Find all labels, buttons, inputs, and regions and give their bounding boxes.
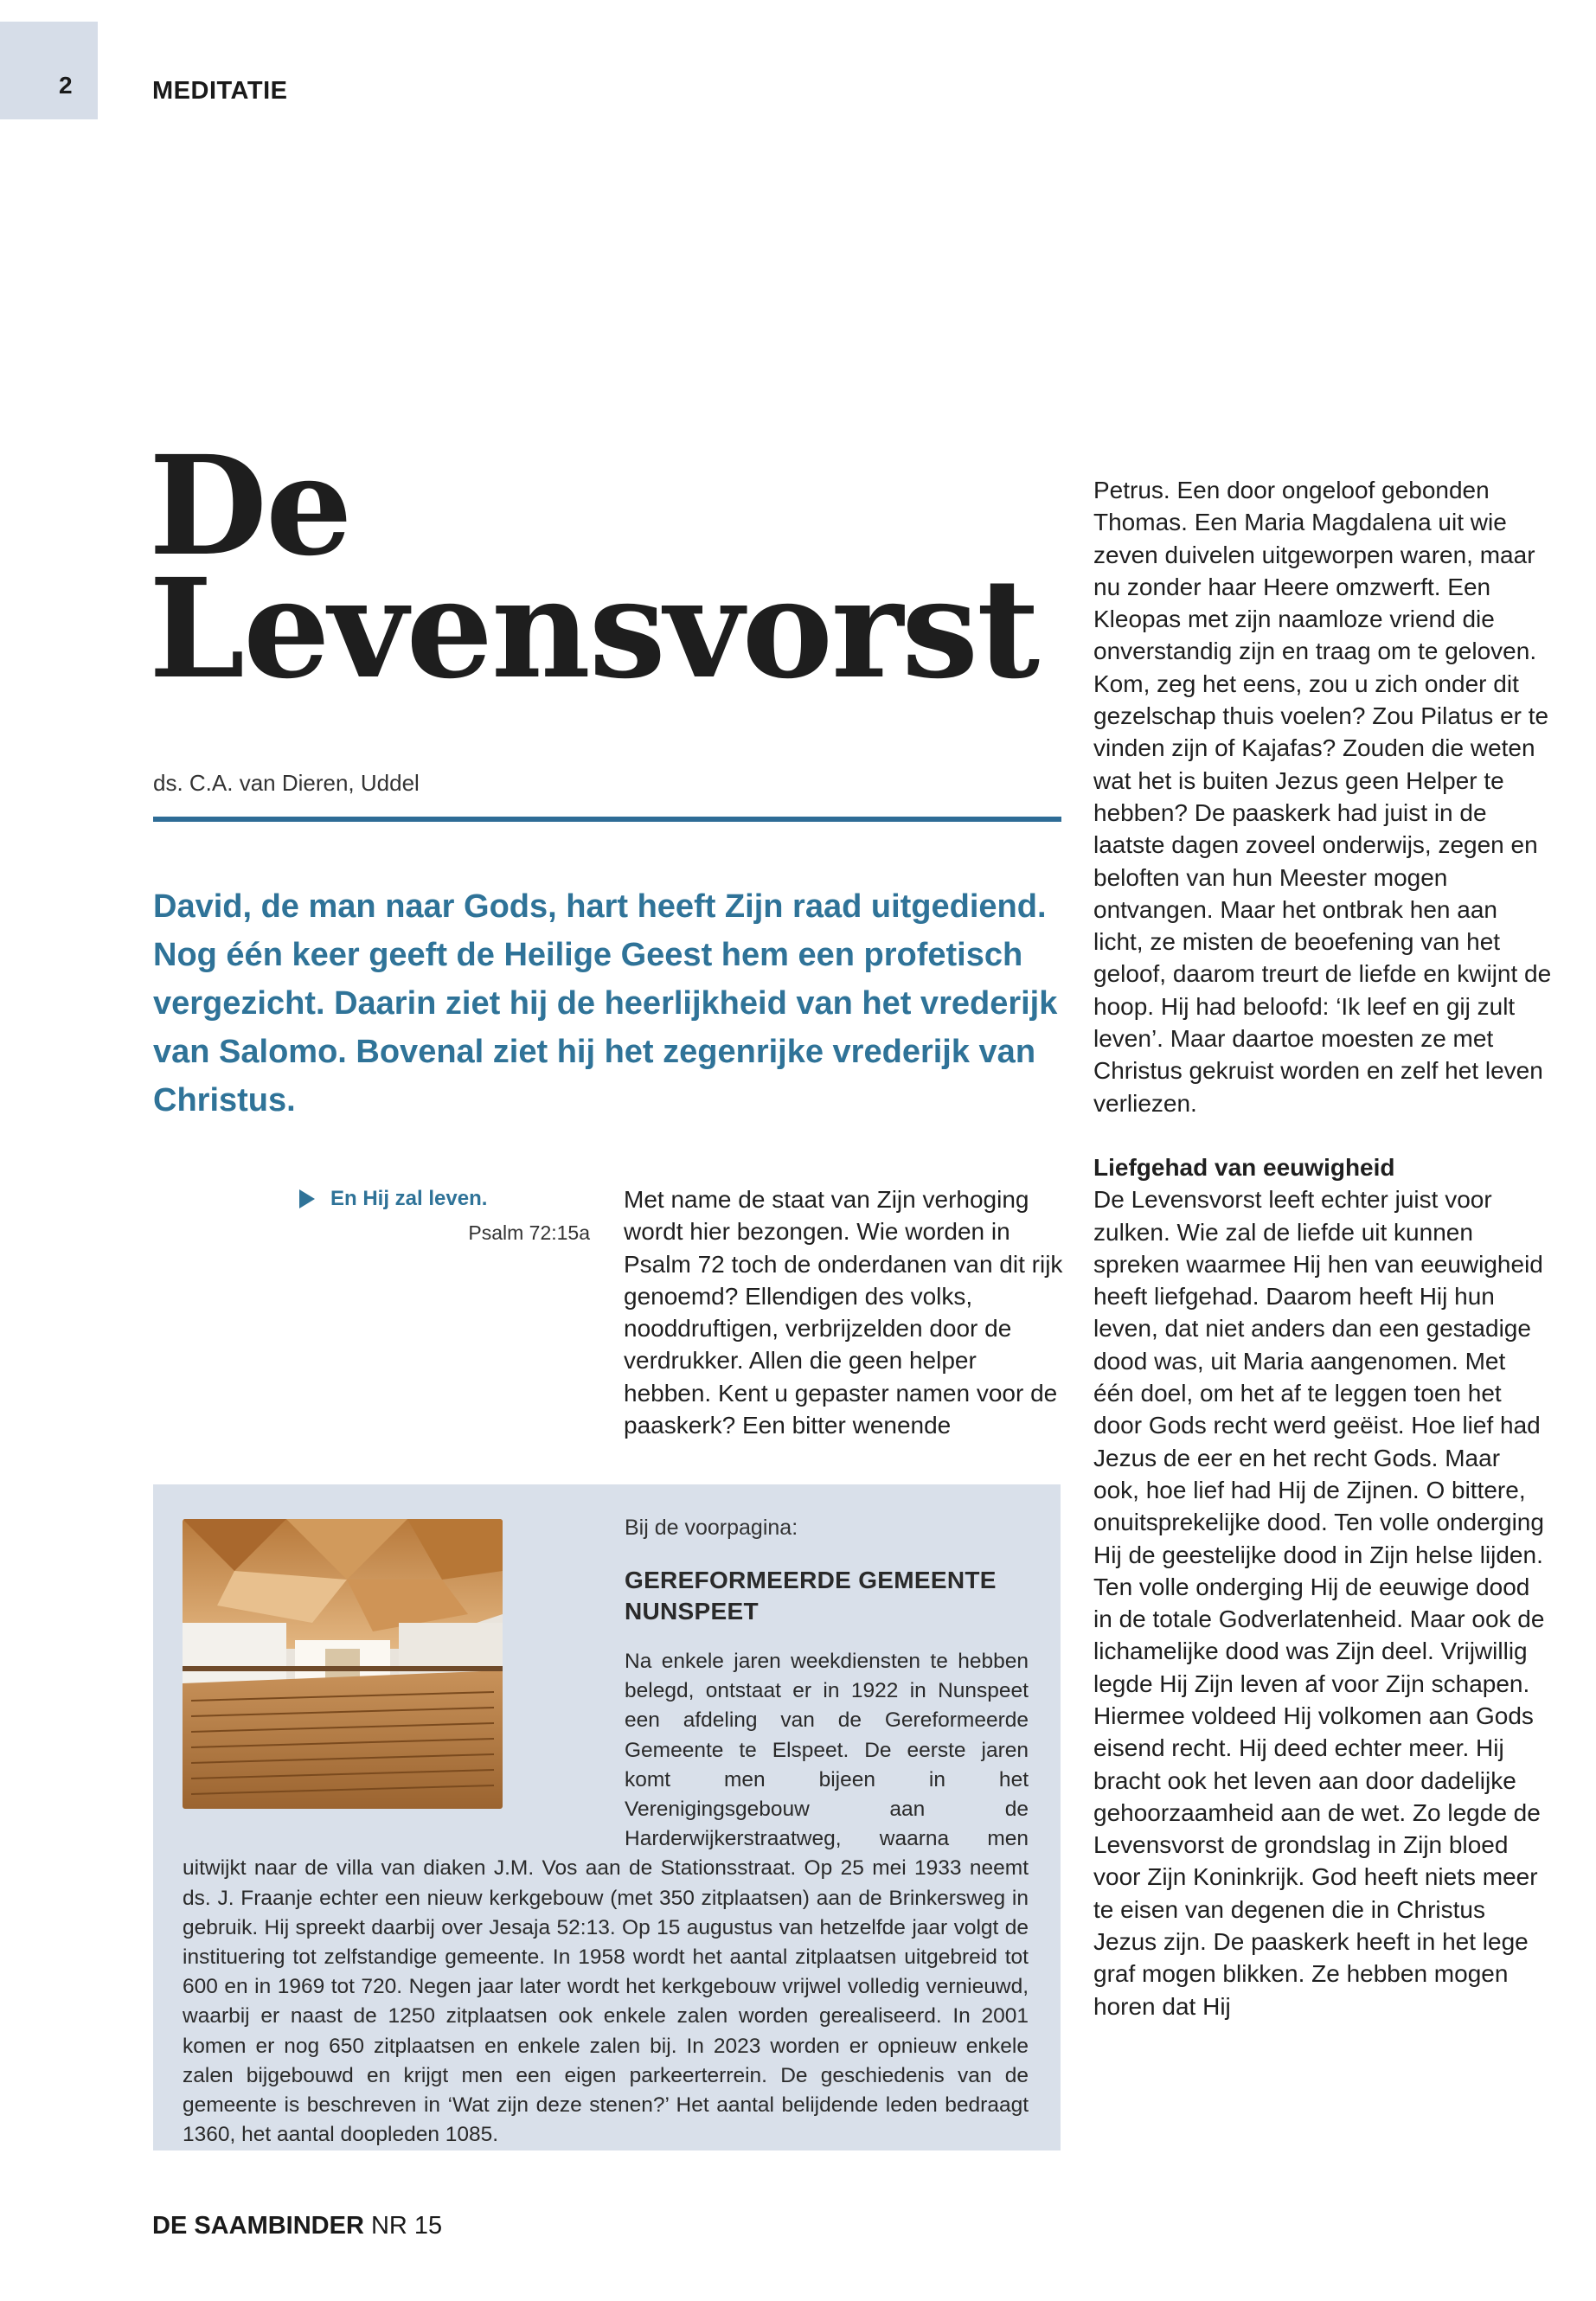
box-title: GEREFORMEERDE GEMEENTE NUNSPEET bbox=[625, 1567, 997, 1625]
title-divider bbox=[153, 817, 1061, 822]
page-footer bbox=[152, 2212, 442, 2240]
bible-quote bbox=[299, 1187, 590, 1245]
issue-number: NR 15 bbox=[370, 2212, 443, 2240]
lead-paragraph: David, de man naar Gods, hart heeft Zijn raad uitgediend. Nog één keer geeft de Heilige Geest hem een profetisch vergezicht. Daarin ziet hij de heerlijkheid van het vrederijk van Salomo. Bovenal ziet hij het zegenrijke vrederijk van Christus. bbox=[153, 888, 1058, 1118]
box-intro: Bij de voorpagina: bbox=[625, 1516, 798, 1540]
body-column-middle bbox=[624, 1183, 1065, 1441]
title-line-2: Levensvorst bbox=[149, 549, 1039, 709]
box-text bbox=[183, 1647, 1029, 2150]
quote-text: En Hij zal leven. bbox=[330, 1187, 488, 1210]
author-byline: ds. C.A. van Dieren, Uddel bbox=[153, 770, 420, 796]
body-column-right bbox=[1093, 474, 1552, 2022]
cover-info-box bbox=[153, 1484, 1061, 2150]
body-paragraph: Petrus. Een door ongeloof gebonden Thomas. Een Maria Magdalena uit wie zeven duivelen uitgeworpen waren, maar nu zonder haar Heere omzwerft. Een Kleopas met zijn naamloze vriend die onverstandig zijn en traag om te geloven. bbox=[1093, 477, 1537, 665]
page-number-box bbox=[0, 22, 98, 119]
quote-reference: Psalm 72:15a bbox=[468, 1221, 590, 1244]
magazine-name: DE SAAMBINDER bbox=[152, 2212, 364, 2240]
article-title bbox=[149, 426, 1057, 709]
body-paragraph: Kom, zeg het eens, zou u zich onder dit gezelschap thuis voelen? Zou Pilatus er te vinden zijn of Kajafas? Zouden die weten wat het is buiten Jezus geen Helper te hebben? De paaskerk had juist in de laatste dagen zoveel onderwijs, zegen en beloften van hun Meester mogen ontvangen. Maar het ontbrak hen aan licht, ze misten de beoefening van het geloof, daarom treurt de liefde en kwijnt de hoop. Hij had beloofd: ‘Ik leef en gij zult leven’. Maar daartoe moesten ze met Christus gekruist worden en zelf het leven verliezen. bbox=[1093, 670, 1552, 1117]
box-paragraph: Na enkele jaren weekdiensten te hebben belegd, ontstaat er in 1922 in Nunspeet een afdeling van de Gereformeerde Gemeente te Elspeet. De eerste jaren komt men bijeen in het Verenigingsgebouw aan de Harderwijkerstraatweg, waarna men uitwijkt naar de villa van diaken J.M. Vos aan de Stationsstraat. Op 25 mei 1933 neemt ds. J. Fraanje echter een nieuw kerkgebouw (met 350 zitplaatsen) aan de Brinkersweg in gebruik. Hij spreekt daarbij over Jesaja 52:13. Op 15 augustus van hetzelfde jaar volgt de instituering tot zelfstandige gemeente. In 1958 wordt het aantal zitplaatsen uitgebreid tot 600 en in 1969 tot 720. Negen jaar later wordt het kerkgebouw vrijwel volledig vernieuwd, waarbij er naast de 1250 zitplaatsen ook enkele zalen worden gerealiseerd. In 2001 komen er nog 650 zitplaatsen en enkele zalen bij. In 2023 worden er opnieuw enkele zalen bijgebouwd en krijgt men een eigen parkeerterrein. De geschiedenis van de gemeente is beschreven in ‘Wat zijn deze stenen?’ Het aantal belijdende leden bedraagt 1360, het aantal doopleden 1085. bbox=[183, 1650, 1029, 2147]
play-triangle-icon bbox=[299, 1189, 315, 1208]
body-paragraph: Met name de staat van Zijn verhoging wordt hier bezongen. Wie worden in Psalm 72 toch de onderdanen van dit rijk genoemd? Ellendigen des volks, nooddruftigen, verbrijzelden door de verdrukker. Allen die geen helper hebben. Kent u gepaster namen voor de paaskerk? Een bitter wenende bbox=[624, 1186, 1063, 1439]
body-paragraph: De Levensvorst leeft echter juist voor zulken. Wie zal de liefde uit kunnen spreken waarmee Hij hen van eeuwigheid heeft liefgehad. Daarom heeft Hij hun leven, dat niet anders dan een gestadige dood was, uit Maria aangenomen. Met één doel, om het af te leggen toen het door Gods recht werd geëist. Hoe lief had Jezus de eer en het recht Gods. Maar ook, hoe lief had Hij de Zijnen. O bittere, onuitsprekelijke dood. Ten volle onderging Hij de geestelijke dood in Zijn helse lijden. Ten volle onderging Hij de eeuwige dood in de totale Godverlatenheid. Maar ook de lichamelijke dood was Zijn deel. Vrijwillig legde Hij Zijn leven af voor Zijn schapen. Hiermee voldeed Hij volkomen aan Gods eisend recht. Hij deed echter meer. Hij bracht ook het leven aan door dadelijke gehoorzaamheid aan de wet. Zo legde de Levensvorst de grondslag in Zijn bloed voor Zijn Koninkrijk. God heeft niets meer te eisen van degenen die in Christus Jezus zijn. De paaskerk heeft in het lege graf mogen blikken. Ze hebben mogen horen dat Hij bbox=[1093, 1186, 1545, 2020]
page-number: 2 bbox=[59, 72, 73, 99]
photo-wrap-spacer bbox=[183, 1647, 625, 1844]
section-label: MEDITATIE bbox=[152, 77, 288, 105]
title-line-1: De bbox=[149, 426, 351, 586]
section-subheading: Liefgehad van eeuwigheid bbox=[1093, 1153, 1395, 1181]
